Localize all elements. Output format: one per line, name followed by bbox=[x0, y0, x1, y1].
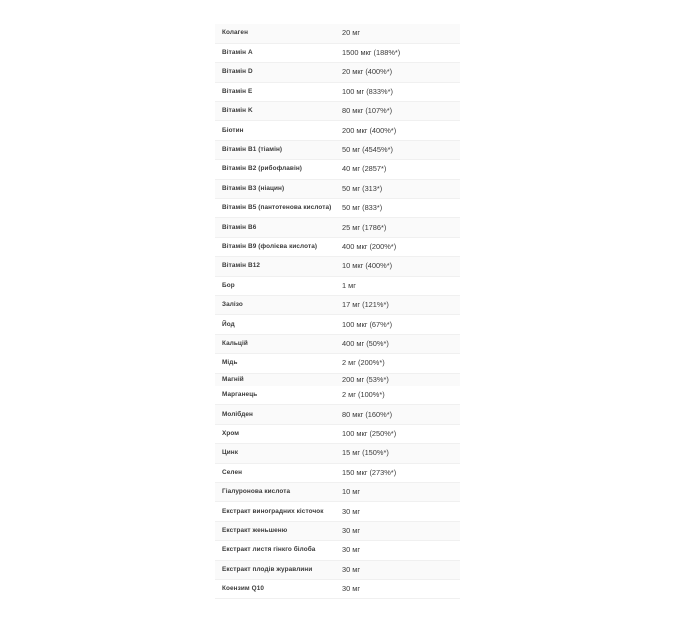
table-row bbox=[215, 121, 460, 140]
table-row bbox=[215, 560, 460, 579]
table-row bbox=[215, 102, 460, 121]
ingredient-name: Бор bbox=[215, 276, 335, 295]
ingredient-name: Вітамін B6 bbox=[215, 218, 335, 237]
table-row bbox=[215, 276, 460, 295]
nutrition-table-body bbox=[215, 24, 460, 599]
ingredient-amount: 30 мг bbox=[335, 560, 460, 579]
table-row bbox=[215, 354, 460, 373]
ingredient-name: Вітамін B2 (рибофлавін) bbox=[215, 160, 335, 179]
ingredient-name: Гіалуронова кислота bbox=[215, 482, 335, 501]
table-row bbox=[215, 140, 460, 159]
nutrition-table-container bbox=[215, 24, 460, 599]
table-row bbox=[215, 179, 460, 198]
table-row bbox=[215, 295, 460, 314]
table-row bbox=[215, 199, 460, 218]
table-row bbox=[215, 482, 460, 501]
nutrition-table bbox=[215, 24, 460, 599]
ingredient-amount: 2 мг (200%*) bbox=[335, 354, 460, 373]
ingredient-amount: 100 мг (833%*) bbox=[335, 82, 460, 101]
ingredient-name: Вітамін B9 (фолієва кислота) bbox=[215, 237, 335, 256]
table-row bbox=[215, 373, 460, 386]
ingredient-name: Марганець bbox=[215, 386, 335, 405]
ingredient-name: Вітамін A bbox=[215, 43, 335, 62]
table-row bbox=[215, 579, 460, 598]
ingredient-amount: 1 мг bbox=[335, 276, 460, 295]
ingredient-name: Вітамін B12 bbox=[215, 257, 335, 276]
ingredient-name: Хром bbox=[215, 424, 335, 443]
ingredient-name: Селен bbox=[215, 463, 335, 482]
ingredient-amount: 17 мг (121%*) bbox=[335, 295, 460, 314]
table-row bbox=[215, 444, 460, 463]
table-row bbox=[215, 502, 460, 521]
ingredient-name: Цинк bbox=[215, 444, 335, 463]
ingredient-amount: 50 мг (833*) bbox=[335, 199, 460, 218]
table-row bbox=[215, 386, 460, 405]
table-row bbox=[215, 160, 460, 179]
ingredient-amount: 150 мкг (273%*) bbox=[335, 463, 460, 482]
table-row bbox=[215, 43, 460, 62]
ingredient-name: Коензим Q10 bbox=[215, 579, 335, 598]
ingredient-amount: 30 мг bbox=[335, 541, 460, 560]
ingredient-amount: 10 мг bbox=[335, 482, 460, 501]
table-row bbox=[215, 315, 460, 334]
table-row bbox=[215, 463, 460, 482]
ingredient-name: Кальцій bbox=[215, 334, 335, 353]
ingredient-name: Мідь bbox=[215, 354, 335, 373]
table-row bbox=[215, 24, 460, 43]
ingredient-name: Вітамін K bbox=[215, 102, 335, 121]
ingredient-name: Вітамін B3 (ніацин) bbox=[215, 179, 335, 198]
ingredient-amount: 10 мкг (400%*) bbox=[335, 257, 460, 276]
ingredient-amount: 25 мг (1786*) bbox=[335, 218, 460, 237]
ingredient-name: Вітамін D bbox=[215, 63, 335, 82]
ingredient-amount: 400 мкг (200%*) bbox=[335, 237, 460, 256]
table-row bbox=[215, 257, 460, 276]
ingredient-name: Екстракт женьшеню bbox=[215, 521, 335, 540]
table-row bbox=[215, 82, 460, 101]
ingredient-amount: 20 мг bbox=[335, 24, 460, 43]
ingredient-name: Екстракт виноградних кісточок bbox=[215, 502, 335, 521]
ingredient-amount: 15 мг (150%*) bbox=[335, 444, 460, 463]
ingredient-amount: 200 мг (53%*) bbox=[335, 373, 460, 386]
ingredient-amount: 30 мг bbox=[335, 579, 460, 598]
ingredient-name: Екстракт плодів журавлини bbox=[215, 560, 335, 579]
ingredient-name: Йод bbox=[215, 315, 335, 334]
ingredient-amount: 100 мкг (67%*) bbox=[335, 315, 460, 334]
ingredient-amount: 20 мкг (400%*) bbox=[335, 63, 460, 82]
ingredient-name: Молібден bbox=[215, 405, 335, 424]
ingredient-name: Біотин bbox=[215, 121, 335, 140]
ingredient-amount: 1500 мкг (188%*) bbox=[335, 43, 460, 62]
table-row bbox=[215, 237, 460, 256]
table-row bbox=[215, 521, 460, 540]
ingredient-name: Вітамін B1 (тіамін) bbox=[215, 140, 335, 159]
ingredient-amount: 400 мг (50%*) bbox=[335, 334, 460, 353]
ingredient-amount: 200 мкг (400%*) bbox=[335, 121, 460, 140]
ingredient-name: Магній bbox=[215, 373, 335, 386]
ingredient-amount: 40 мг (2857*) bbox=[335, 160, 460, 179]
ingredient-amount: 30 мг bbox=[335, 502, 460, 521]
table-row bbox=[215, 334, 460, 353]
ingredient-amount: 50 мг (313*) bbox=[335, 179, 460, 198]
ingredient-amount: 80 мкг (107%*) bbox=[335, 102, 460, 121]
ingredient-name: Колаген bbox=[215, 24, 335, 43]
ingredient-amount: 2 мг (100%*) bbox=[335, 386, 460, 405]
table-row bbox=[215, 63, 460, 82]
table-row bbox=[215, 541, 460, 560]
table-row bbox=[215, 424, 460, 443]
ingredient-amount: 80 мкг (160%*) bbox=[335, 405, 460, 424]
ingredient-amount: 100 мкг (250%*) bbox=[335, 424, 460, 443]
table-row bbox=[215, 405, 460, 424]
ingredient-name: Вітамін E bbox=[215, 82, 335, 101]
ingredient-name: Вітамін B5 (пантотенова кислота) bbox=[215, 199, 335, 218]
ingredient-amount: 30 мг bbox=[335, 521, 460, 540]
ingredient-name: Екстракт листя гінкго білоба bbox=[215, 541, 335, 560]
ingredient-amount: 50 мг (4545%*) bbox=[335, 140, 460, 159]
ingredient-name: Залізо bbox=[215, 295, 335, 314]
table-row bbox=[215, 218, 460, 237]
